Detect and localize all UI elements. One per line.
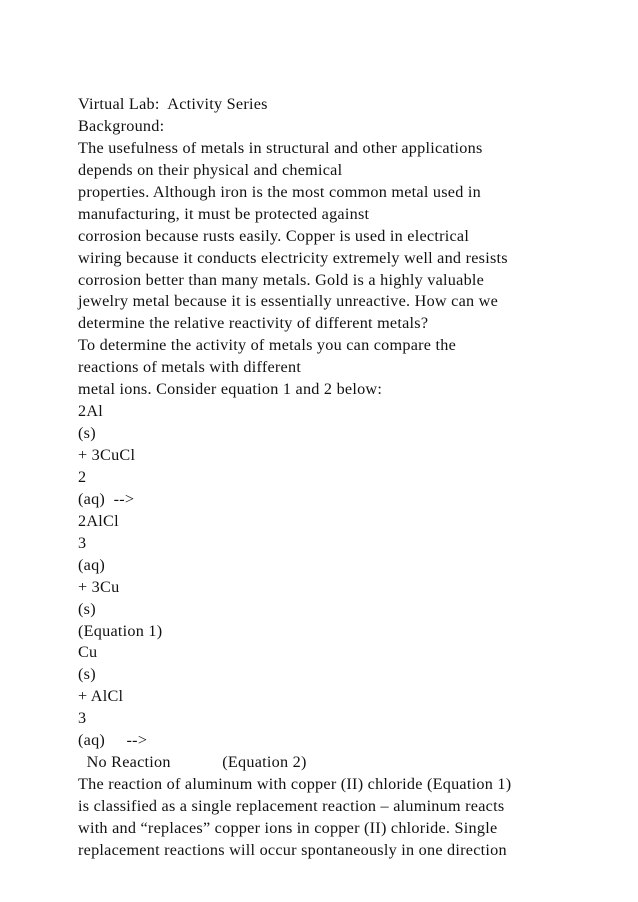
paragraph-line: wiring because it conducts electricity extremely well and resists bbox=[78, 248, 508, 267]
paragraph-line: replacement reactions will occur spontaneously in one direction bbox=[78, 840, 507, 859]
paragraph-line: reactions of metals with different bbox=[78, 358, 302, 377]
equation-line: 2Al bbox=[78, 402, 104, 421]
equation-line: (s) bbox=[78, 599, 96, 618]
equation-label: (Equation 1) bbox=[78, 621, 163, 640]
paragraph-line: depends on their physical and chemical bbox=[78, 160, 343, 179]
paragraph-line: jewelry metal because it is essentially unreactive. How can we bbox=[78, 292, 499, 311]
paragraph-line: manufacturing, it must be protected against bbox=[78, 204, 370, 223]
paragraph-line: corrosion better than many metals. Gold is a highly valuable bbox=[78, 270, 485, 289]
paragraph-line: To determine the activity of metals you can compare the bbox=[78, 336, 457, 355]
paragraph-line: with and “replaces” copper ions in copper (II) chloride. Single bbox=[78, 818, 498, 837]
document-body bbox=[78, 94, 618, 862]
equation-line: (s) bbox=[78, 424, 96, 443]
equation-line: (s) bbox=[78, 665, 96, 684]
section-heading-background: Background: bbox=[78, 116, 165, 135]
paragraph-line: The reaction of aluminum with copper (II) chloride (Equation 1) bbox=[78, 775, 512, 794]
equation-line: (aq) --> bbox=[78, 489, 135, 508]
equation-line: Cu bbox=[78, 643, 98, 662]
equation-line: 3 bbox=[78, 709, 87, 728]
equation-line: 3 bbox=[78, 533, 87, 552]
paragraph-line: properties. Although iron is the most common metal used in bbox=[78, 182, 481, 201]
equation-line: + 3CuCl bbox=[78, 446, 136, 464]
paragraph-line: metal ions. Consider equation 1 and 2 below: bbox=[78, 380, 383, 399]
equation-line: (aq) --> bbox=[78, 731, 148, 750]
paragraph-line: corrosion because rusts easily. Copper is used in electrical bbox=[78, 226, 470, 245]
equation-line: 2 bbox=[78, 467, 87, 486]
paragraph-line: is classified as a single replacement reaction – aluminum reacts bbox=[78, 797, 505, 815]
equation-line: (aq) bbox=[78, 555, 106, 574]
document-title: Virtual Lab: Activity Series bbox=[78, 95, 268, 113]
equation-line: + 3Cu bbox=[78, 577, 120, 596]
equation-label: No Reaction (Equation 2) bbox=[78, 753, 307, 772]
equation-line: 2AlCl bbox=[78, 511, 119, 530]
paragraph-line: The usefulness of metals in structural and other applications bbox=[78, 138, 483, 157]
equation-line: + AlCl bbox=[78, 687, 124, 706]
paragraph-line: determine the relative reactivity of different metals? bbox=[78, 314, 429, 333]
